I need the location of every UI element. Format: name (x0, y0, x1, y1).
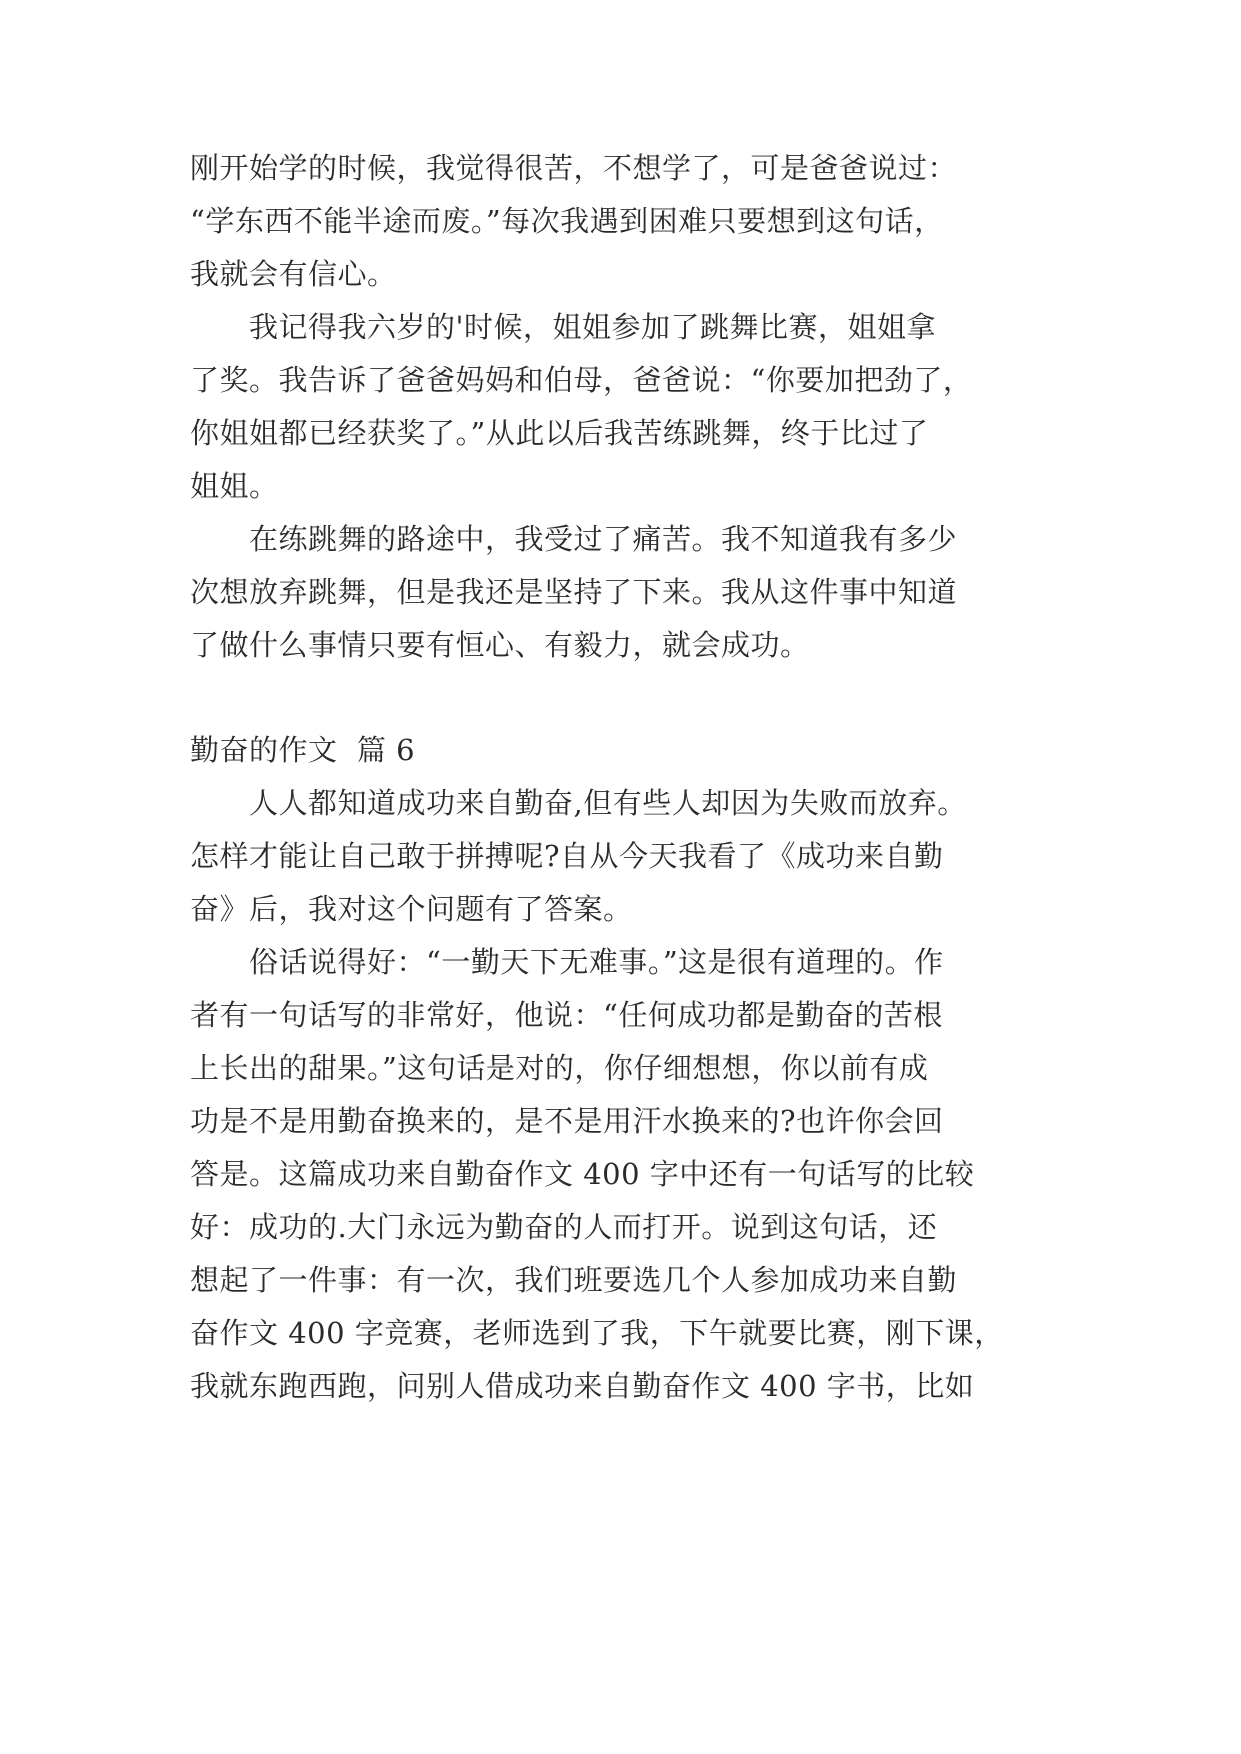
paragraph-2-line-2: 了奖。我告诉了爸爸妈妈和伯母，爸爸说：“你要加把劲了， (190, 363, 973, 397)
paragraph-3-line-1: 在练跳舞的路途中，我受过了痛苦。我不知道我有多少 (190, 522, 958, 556)
paragraph-1-line-2: “学东西不能半途而废。”每次我遇到困难只要想到这句话， (190, 204, 944, 238)
paragraph-2-line-4: 姐姐。 (190, 469, 279, 503)
paragraph-1-line-3: 我就会有信心。 (190, 257, 397, 291)
paragraph-5-line-8: 奋作文 400 字竞赛，老师选到了我，下午就要比赛，刚下课， (190, 1316, 1004, 1350)
paragraph-5-line-2: 者有一句话写的非常好，他说：“任何成功都是勤奋的苦根 (190, 998, 943, 1032)
paragraph-3-line-3: 了做什么事情只要有恒心、有毅力，就会成功。 (190, 628, 810, 662)
paragraph-3-line-2: 次想放弃跳舞，但是我还是坚持了下来。我从这件事中知道 (190, 575, 958, 609)
paragraph-5-line-6: 好：成功的.大门永远为勤奋的人而打开。说到这句话，还 (190, 1210, 938, 1244)
paragraph-4-line-1: 人人都知道成功来自勤奋,但有些人却因为失败而放弃。 (190, 786, 967, 820)
paragraph-4-line-2: 怎样才能让自己敢于拼搏呢?自从今天我看了《成功来自勤 (190, 839, 944, 873)
paragraph-5-line-7: 想起了一件事：有一次，我们班要选几个人参加成功来自勤 (190, 1263, 958, 1297)
paragraph-1-line-1: 刚开始学的时候，我觉得很苦，不想学了，可是爸爸说过： (190, 151, 958, 185)
paragraph-2-line-1: 我记得我六岁的'时候，姐姐参加了跳舞比赛，姐姐拿 (190, 310, 936, 344)
paragraph-4-line-3: 奋》后，我对这个问题有了答案。 (190, 892, 633, 926)
paragraph-5-line-9: 我就东跑西跑，问别人借成功来自勤奋作文 400 字书，比如 (190, 1369, 975, 1403)
paragraph-5-line-4: 功是不是用勤奋换来的，是不是用汗水换来的?也许你会回 (190, 1104, 944, 1138)
paragraph-2-line-3: 你姐姐都已经获奖了。”从此以后我苦练跳舞，终于比过了 (190, 416, 929, 450)
section-heading: 勤奋的作文 篇 6 (190, 733, 416, 767)
paragraph-5-line-1: 俗话说得好：“一勤天下无难事。”这是很有道理的。作 (190, 945, 944, 979)
paragraph-5-line-3: 上长出的甜果。”这句话是对的，你仔细想想，你以前有成 (190, 1051, 929, 1085)
paragraph-5-line-5: 答是。这篇成功来自勤奋作文 400 字中还有一句话写的比较 (190, 1157, 975, 1191)
